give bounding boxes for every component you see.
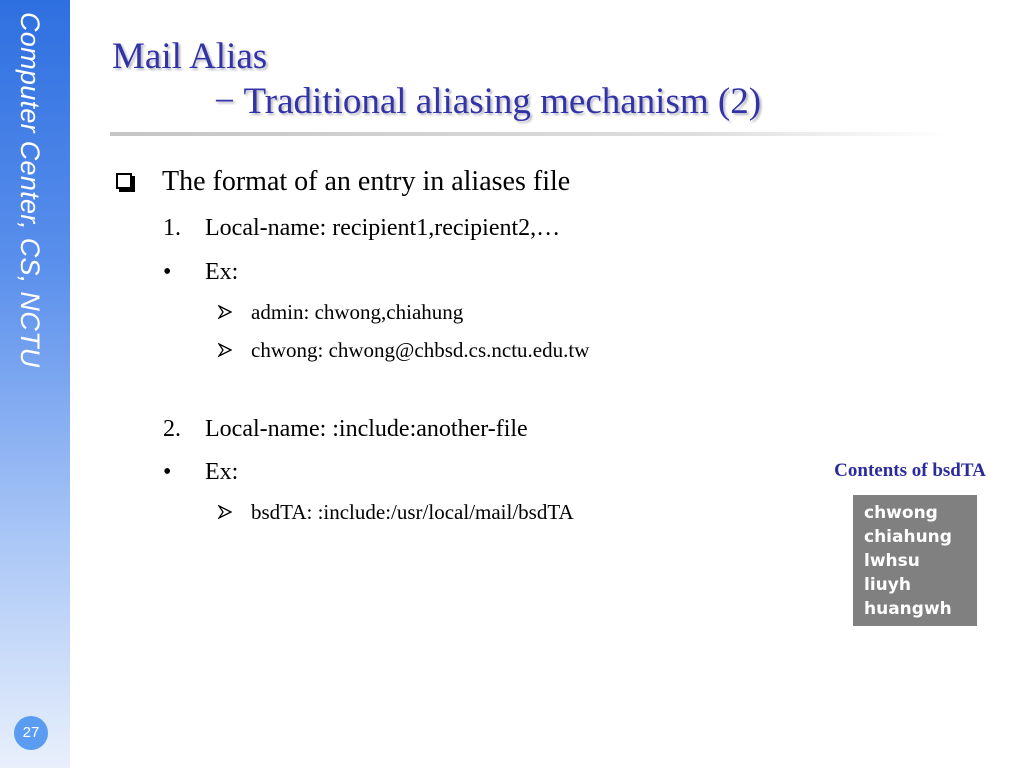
item-1-number: 1. xyxy=(163,215,181,241)
title-divider xyxy=(110,132,950,136)
sidebar xyxy=(0,0,70,768)
bsdta-line: liuyh xyxy=(864,575,911,595)
bullet-heading: The format of an entry in aliases file xyxy=(162,166,571,197)
arrow-bullet-icon xyxy=(218,305,232,319)
arrow-bullet-icon xyxy=(218,343,232,357)
item-1-text: Local-name: recipient1,recipient2,… xyxy=(205,215,561,241)
bsdta-line: chiahung xyxy=(864,527,952,547)
ex-1-bullet: • xyxy=(163,259,172,285)
arrow-bullet-icon xyxy=(218,505,232,519)
title-line-1: Mail Alias xyxy=(112,36,268,77)
bsdta-line: chwong xyxy=(864,503,938,523)
bsdta-line: lwhsu xyxy=(864,551,920,571)
bsdta-caption: Contents of bsdTA xyxy=(834,460,986,481)
ex-2-label: Ex: xyxy=(205,459,239,485)
title-line-2: − Traditional aliasing mechanism (2) xyxy=(214,81,762,122)
example-entry: chwong: chwong@chbsd.cs.nctu.edu.tw xyxy=(251,338,590,362)
item-2-text: Local-name: :include:another-file xyxy=(205,416,528,442)
checkbox-bullet-icon xyxy=(116,173,132,189)
bsdta-line: huangwh xyxy=(864,599,952,619)
sidebar-org-label: Computer Center, CS, NCTU xyxy=(15,12,45,368)
example-entry: bsdTA: :include:/usr/local/mail/bsdTA xyxy=(251,500,574,524)
bsdta-contents-box xyxy=(853,495,977,626)
page-number-badge: 27 xyxy=(14,716,48,750)
example-entry: admin: chwong,chiahung xyxy=(251,300,464,324)
ex-1-label: Ex: xyxy=(205,259,239,285)
ex-2-bullet: • xyxy=(163,459,172,485)
slide-title xyxy=(112,34,761,124)
item-2-number: 2. xyxy=(163,416,181,442)
